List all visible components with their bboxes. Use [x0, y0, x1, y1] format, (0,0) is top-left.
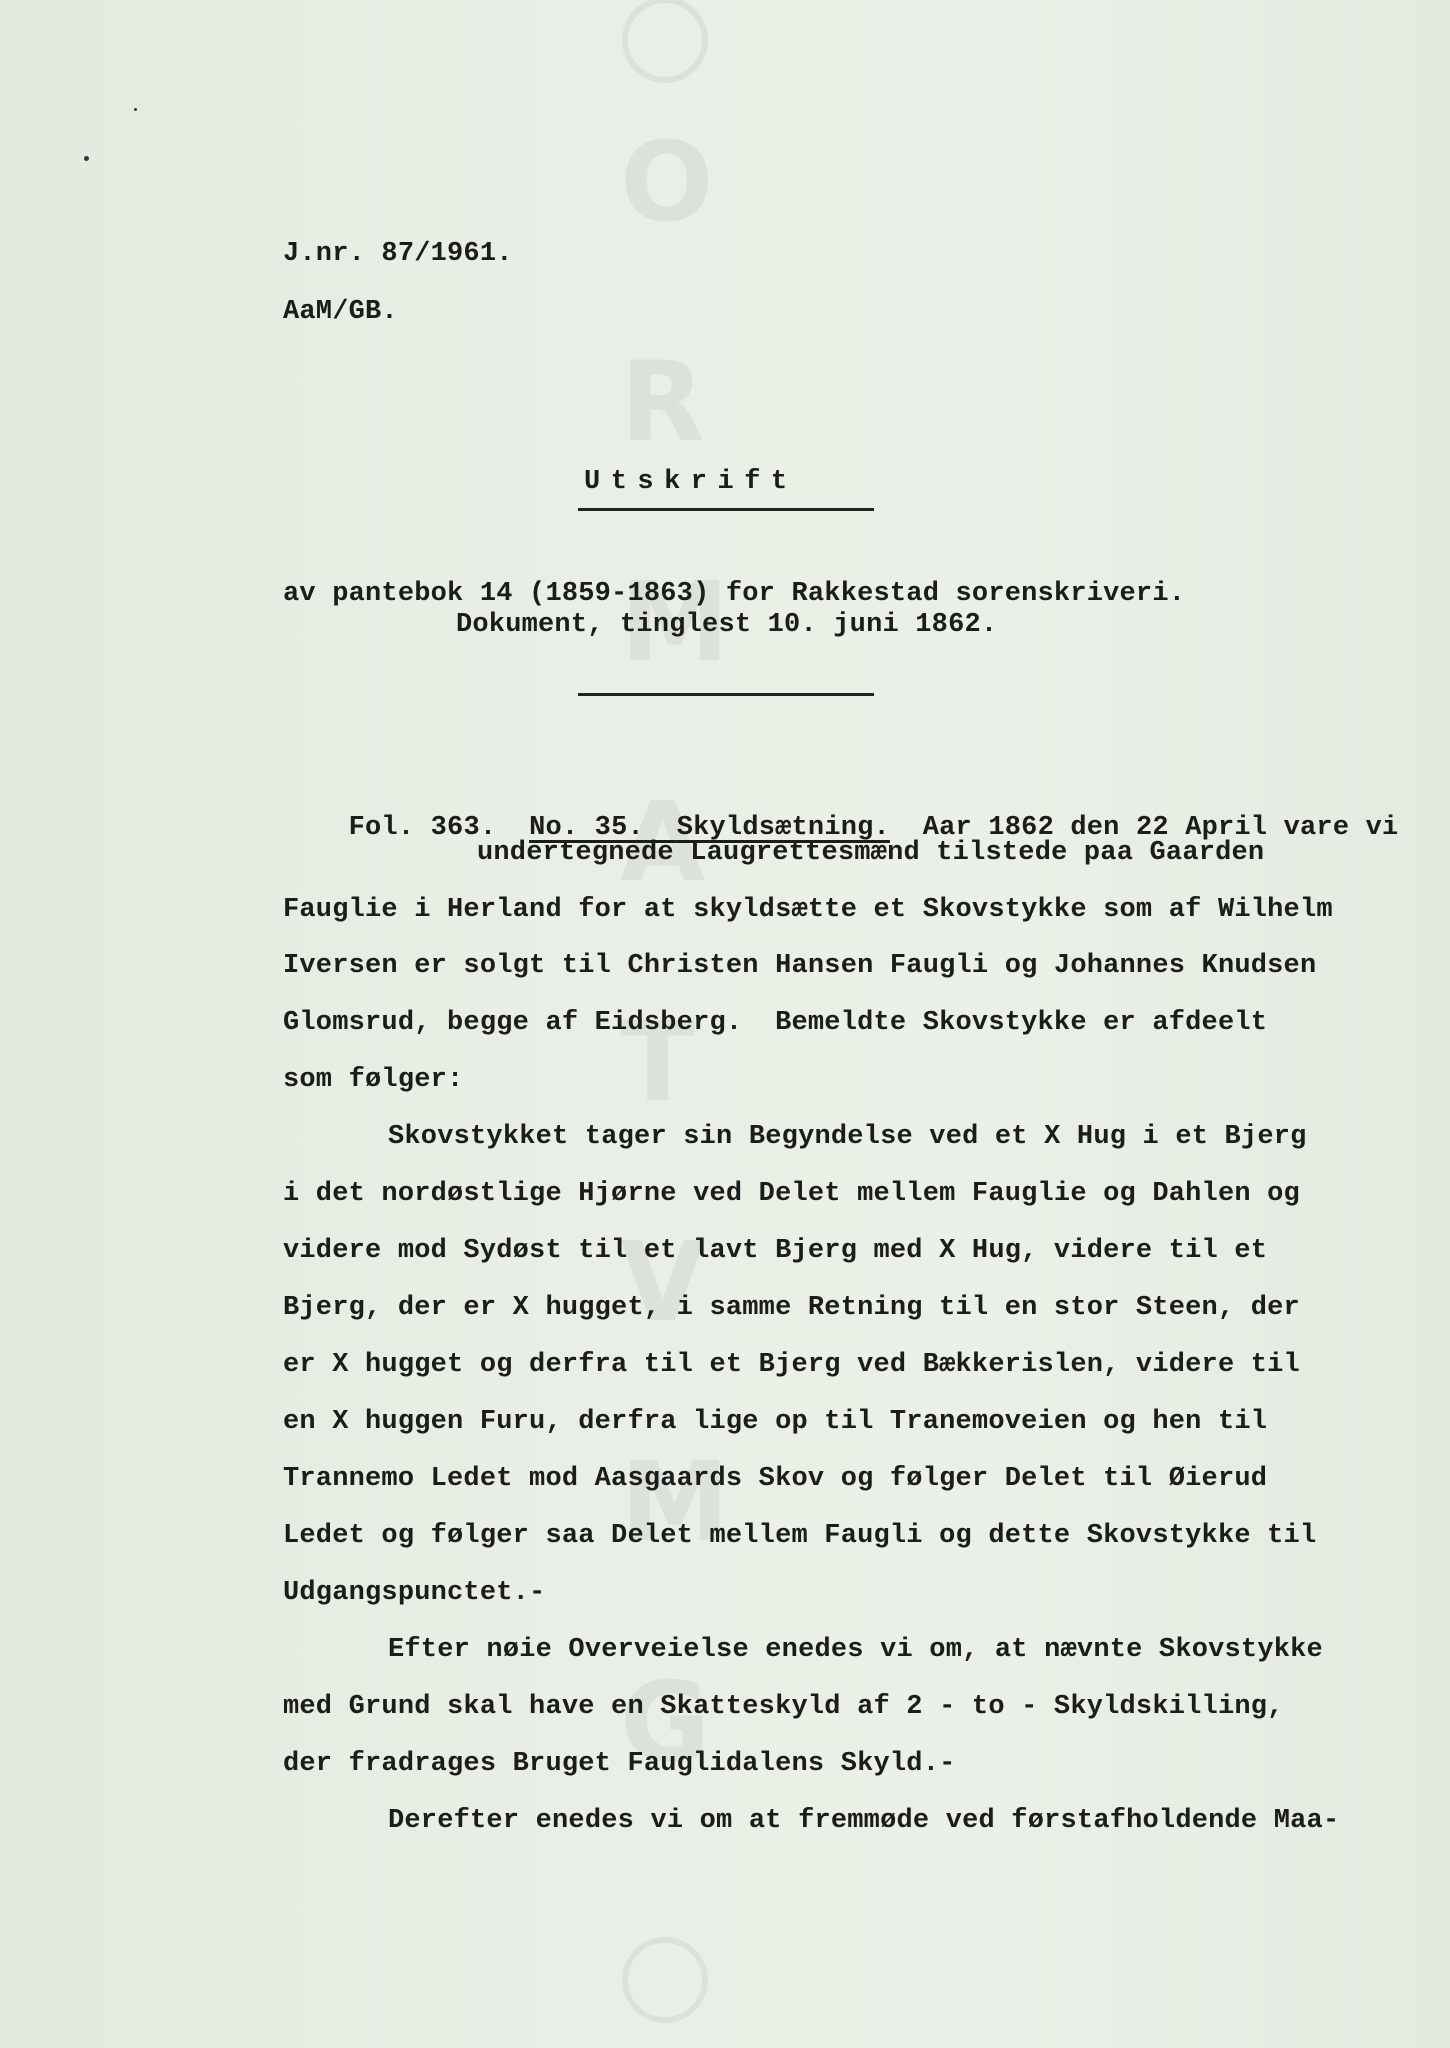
svg-text:A: A [620, 778, 706, 906]
body-line: Ledet og følger saa Delet mellem Faugli og dette Skovstykke til [283, 1521, 1317, 1551]
source-line-1: av pantebok 14 (1859-1863) for Rakkestad sorenskriveri. [283, 579, 1186, 609]
body-line: Derefter enedes vi om at fremmøde ved førstafholdende Maa- [388, 1806, 1340, 1836]
section-separator [578, 693, 874, 696]
body-line: en X huggen Furu, derfra lige op til Tranemoveien og hen til [283, 1407, 1268, 1437]
body-line: i det nordøstlige Hjørne ved Delet mellem Fauglie og Dahlen og [283, 1179, 1300, 1209]
svg-text:V: V [620, 1218, 706, 1346]
svg-text:R: R [620, 338, 705, 466]
body-line: Udgangspunctet.- [283, 1578, 546, 1608]
body-line: Skovstykket tager sin Begyndelse ved et X Hug i et Bjerg [388, 1122, 1307, 1152]
margin-mark [84, 156, 89, 161]
svg-text:M: M [620, 1438, 730, 1566]
body-line: Bjerg, der er X hugget, i samme Retning til en stor Steen, der [283, 1293, 1300, 1323]
body-line: som følger: [283, 1065, 464, 1095]
entry-first-line-text: Aar 1862 den 22 April vare vi [922, 813, 1399, 843]
entry-number: No. 35. [529, 813, 644, 843]
case-initials: AaM/GB. [283, 297, 398, 327]
document-title: Utskrift [584, 467, 798, 497]
source-line-2: Dokument, tinglest 10. juni 1862. [456, 610, 998, 640]
body-line: der fradrages Bruget Fauglidalens Skyld.- [283, 1749, 956, 1779]
margin-mark [134, 108, 137, 111]
journal-number: J.nr. 87/1961. [283, 239, 513, 269]
svg-text:M: M [620, 558, 730, 686]
entry-heading: Skyldsætning. [676, 813, 890, 843]
body-line: Iversen er solgt til Christen Hansen Faugli og Johannes Knudsen [283, 951, 1317, 981]
svg-text:G: G [620, 1658, 711, 1786]
body-line: Fauglie i Herland for at skyldsætte et Skovstykke som af Wilhelm [283, 895, 1333, 925]
svg-text:T: T [620, 998, 696, 1126]
body-line: videre mod Sydøst til et lavt Bjerg med X Hug, videre til et [283, 1236, 1268, 1266]
body-line: er X hugget og derfra til et Bjerg ved Bækkerislen, videre til [283, 1350, 1300, 1380]
body-line: Glomsrud, begge af Eidsberg. Bemeldte Skovstykke er afdeelt [283, 1008, 1268, 1038]
body-line: med Grund skal have en Skatteskyld af 2 - to - Skyldskilling, [283, 1692, 1284, 1722]
svg-text:O: O [620, 118, 714, 246]
body-line: Efter nøie Overveielse enedes vi om, at nævnte Skovstykke [388, 1635, 1323, 1665]
folio-reference: Fol. 363. [348, 813, 497, 843]
title-underline [578, 508, 874, 511]
body-line: undertegnede Laugrettesmænd tilstede paa Gaarden [477, 838, 1265, 868]
body-line: Trannemo Ledet mod Aasgaards Skov og følger Delet til Øierud [283, 1464, 1268, 1494]
